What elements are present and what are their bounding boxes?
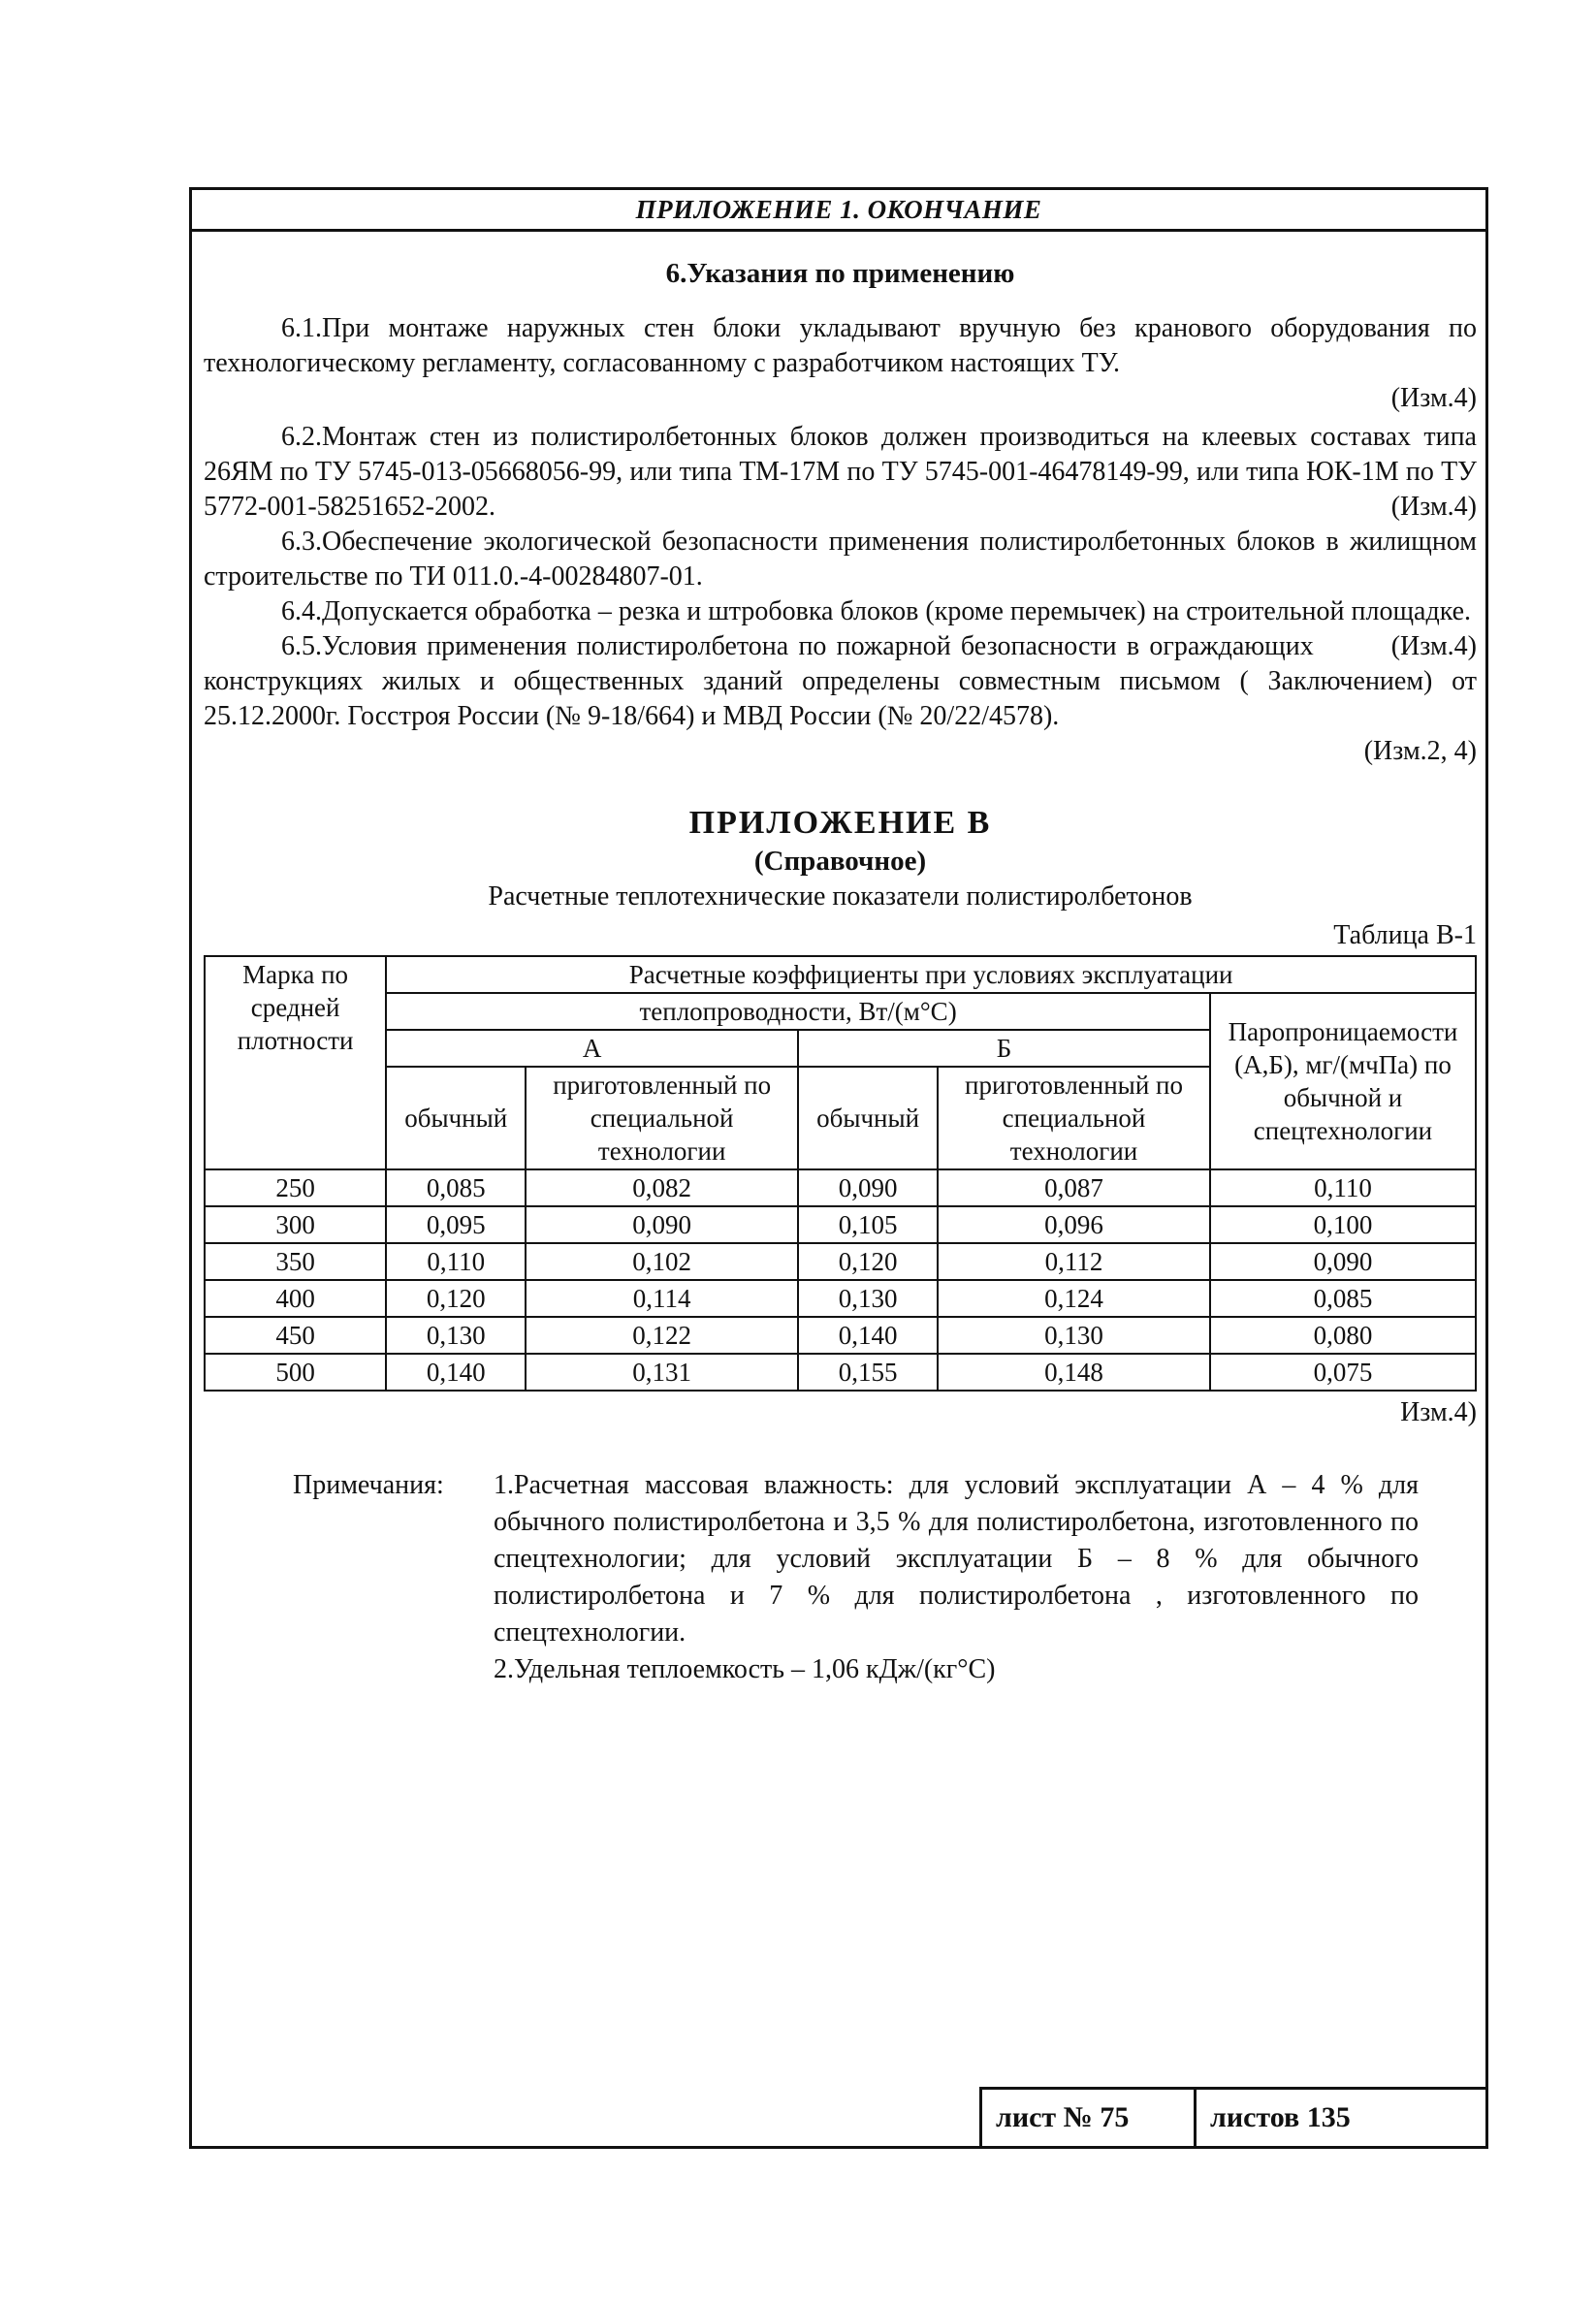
cell-brand: 400 xyxy=(205,1280,386,1317)
sheet-footer xyxy=(979,2087,1485,2146)
header-ordinary: обычный xyxy=(798,1067,938,1169)
table-row xyxy=(205,1206,1476,1243)
paragraph-6-4 xyxy=(204,594,1477,661)
paragraph-6-4-text: 6.4.Допускается обработка – резка и штробовка блоков (кроме перемычек) на строительной площадке. xyxy=(281,596,1472,626)
cell-vapor: 0,100 xyxy=(1210,1206,1476,1243)
section-title: 6.Указания по применению xyxy=(665,258,1015,289)
paragraph-6-3: 6.3.Обеспечение экологической безопасности применения полистиролбетонных блоков в жилищном строительстве по ТИ 011.0.-4-00284807-01. xyxy=(204,527,1477,592)
cell-a-special: 0,122 xyxy=(526,1317,798,1354)
cell-b-ordinary: 0,140 xyxy=(798,1317,938,1354)
header-condition-a: А xyxy=(386,1030,798,1067)
table-header-row xyxy=(205,993,1476,1030)
cell-a-special: 0,102 xyxy=(526,1243,798,1280)
table-row xyxy=(205,1317,1476,1354)
table-header-row xyxy=(205,956,1476,993)
cell-a-ordinary: 0,130 xyxy=(386,1317,526,1354)
paragraph-6-1: 6.1.При монтаже наружных стен блоки укладывают вручную без кранового оборудования по технологическому регламенту, согласованному с разработчиком настоящих ТУ. xyxy=(204,313,1477,378)
sheet-total: листов 135 xyxy=(1210,2101,1351,2133)
notes-label: Примечания: xyxy=(293,1470,444,1500)
header-thermal: теплопроводности, Вт/(м°С) xyxy=(386,993,1210,1030)
cell-brand: 350 xyxy=(205,1243,386,1280)
cell-a-special: 0,131 xyxy=(526,1354,798,1391)
cell-a-ordinary: 0,085 xyxy=(386,1169,526,1206)
header-coeffs: Расчетные коэффициенты при условиях эксплуатации xyxy=(386,956,1476,993)
thermal-table xyxy=(204,955,1477,1392)
cell-vapor: 0,075 xyxy=(1210,1354,1476,1391)
cell-b-special: 0,096 xyxy=(938,1206,1210,1243)
cell-vapor: 0,085 xyxy=(1210,1280,1476,1317)
appendix-title: ПРИЛОЖЕНИЕ В xyxy=(688,805,992,841)
header-special: приготовленный по специальной технологии xyxy=(938,1067,1210,1169)
header-title: ПРИЛОЖЕНИЕ 1. ОКОНЧАНИЕ xyxy=(635,195,1042,224)
header-condition-b: Б xyxy=(798,1030,1210,1067)
page-header xyxy=(192,190,1485,232)
cell-vapor: 0,110 xyxy=(1210,1169,1476,1206)
table-row xyxy=(205,1169,1476,1206)
paragraph-6-2 xyxy=(204,420,1477,525)
cell-b-special: 0,112 xyxy=(938,1243,1210,1280)
cell-b-ordinary: 0,130 xyxy=(798,1280,938,1317)
header-vapor: Паропроницаемости (А,Б), мг/(мчПа) по обычной и спецтехнологии xyxy=(1210,993,1476,1169)
cell-b-ordinary: 0,155 xyxy=(798,1354,938,1391)
note-row xyxy=(204,1467,1477,1651)
cell-b-ordinary: 0,105 xyxy=(798,1206,938,1243)
cell-a-special: 0,082 xyxy=(526,1169,798,1206)
header-special: приготовленный по специальной технологии xyxy=(526,1067,798,1169)
header-ordinary: обычный xyxy=(386,1067,526,1169)
cell-brand: 250 xyxy=(205,1169,386,1206)
cell-a-ordinary: 0,140 xyxy=(386,1354,526,1391)
cell-a-special: 0,090 xyxy=(526,1206,798,1243)
cell-brand: 300 xyxy=(205,1206,386,1243)
appendix-subtitle: (Справочное) xyxy=(753,846,927,877)
revision-mark: (Изм.2, 4) xyxy=(1363,736,1477,766)
appendix-description: Расчетные теплотехнические показатели полистиролбетонов xyxy=(488,881,1193,912)
cell-b-special: 0,148 xyxy=(938,1354,1210,1391)
cell-vapor: 0,090 xyxy=(1210,1243,1476,1280)
header-brand: Марка по средней плотности xyxy=(205,956,386,1169)
notes-block xyxy=(204,1467,1477,1688)
revision-mark: (Изм.4) xyxy=(1390,492,1477,522)
revision-mark: Изм.4) xyxy=(1400,1397,1477,1427)
sheet-number: лист № 75 xyxy=(982,2090,1197,2146)
note-1: 1.Расчетная массовая влажность: для условий эксплуатации А – 4 % для обычного полистиролбетона и 3,5 % для полистиролбетона, изготовленного по спецтехнологии; для условий эксплуатации Б – 8 % для обычного полистиролбетона и 7 % для полистиролбетона , изготовленного по спецтехнологии. xyxy=(494,1470,1419,1648)
cell-b-ordinary: 0,090 xyxy=(798,1169,938,1206)
cell-a-special: 0,114 xyxy=(526,1280,798,1317)
cell-b-special: 0,130 xyxy=(938,1317,1210,1354)
note-2: 2.Удельная теплоемкость – 1,06 кДж/(кг°С) xyxy=(494,1654,996,1684)
page-content xyxy=(204,258,1477,1688)
cell-a-ordinary: 0,110 xyxy=(386,1243,526,1280)
cell-a-ordinary: 0,120 xyxy=(386,1280,526,1317)
revision-mark: (Изм.4) xyxy=(1390,383,1477,413)
page-frame xyxy=(189,187,1488,2149)
revision-mark: (Изм.4) xyxy=(1390,631,1477,661)
paragraph-6-5: 6.5.Условия применения полистиролбетона по пожарной безопасности в ограждающих конструкциях жилых и общественных зданий определены совместным письмом ( Заключением) от 25.12.2000г. Госстроя России (№ 9-18/664) и МВД России (№ 20/22/4578). xyxy=(204,631,1477,731)
cell-b-special: 0,124 xyxy=(938,1280,1210,1317)
cell-vapor: 0,080 xyxy=(1210,1317,1476,1354)
paragraph-6-2-text: 6.2.Монтаж стен из полистиролбетонных блоков должен производиться на клеевых составах типа 26ЯМ по ТУ 5745-013-05668056-99, или типа ТМ-17М по ТУ 5745-001-46478149-99, или типа ЮК-1М по ТУ 5772-001-58251652-2002. xyxy=(204,422,1477,522)
cell-brand: 450 xyxy=(205,1317,386,1354)
table-row xyxy=(205,1243,1476,1280)
cell-a-ordinary: 0,095 xyxy=(386,1206,526,1243)
cell-brand: 500 xyxy=(205,1354,386,1391)
cell-b-special: 0,087 xyxy=(938,1169,1210,1206)
cell-b-ordinary: 0,120 xyxy=(798,1243,938,1280)
table-row xyxy=(205,1354,1476,1391)
table-row xyxy=(205,1280,1476,1317)
table-label: Таблица В-1 xyxy=(1333,920,1477,950)
